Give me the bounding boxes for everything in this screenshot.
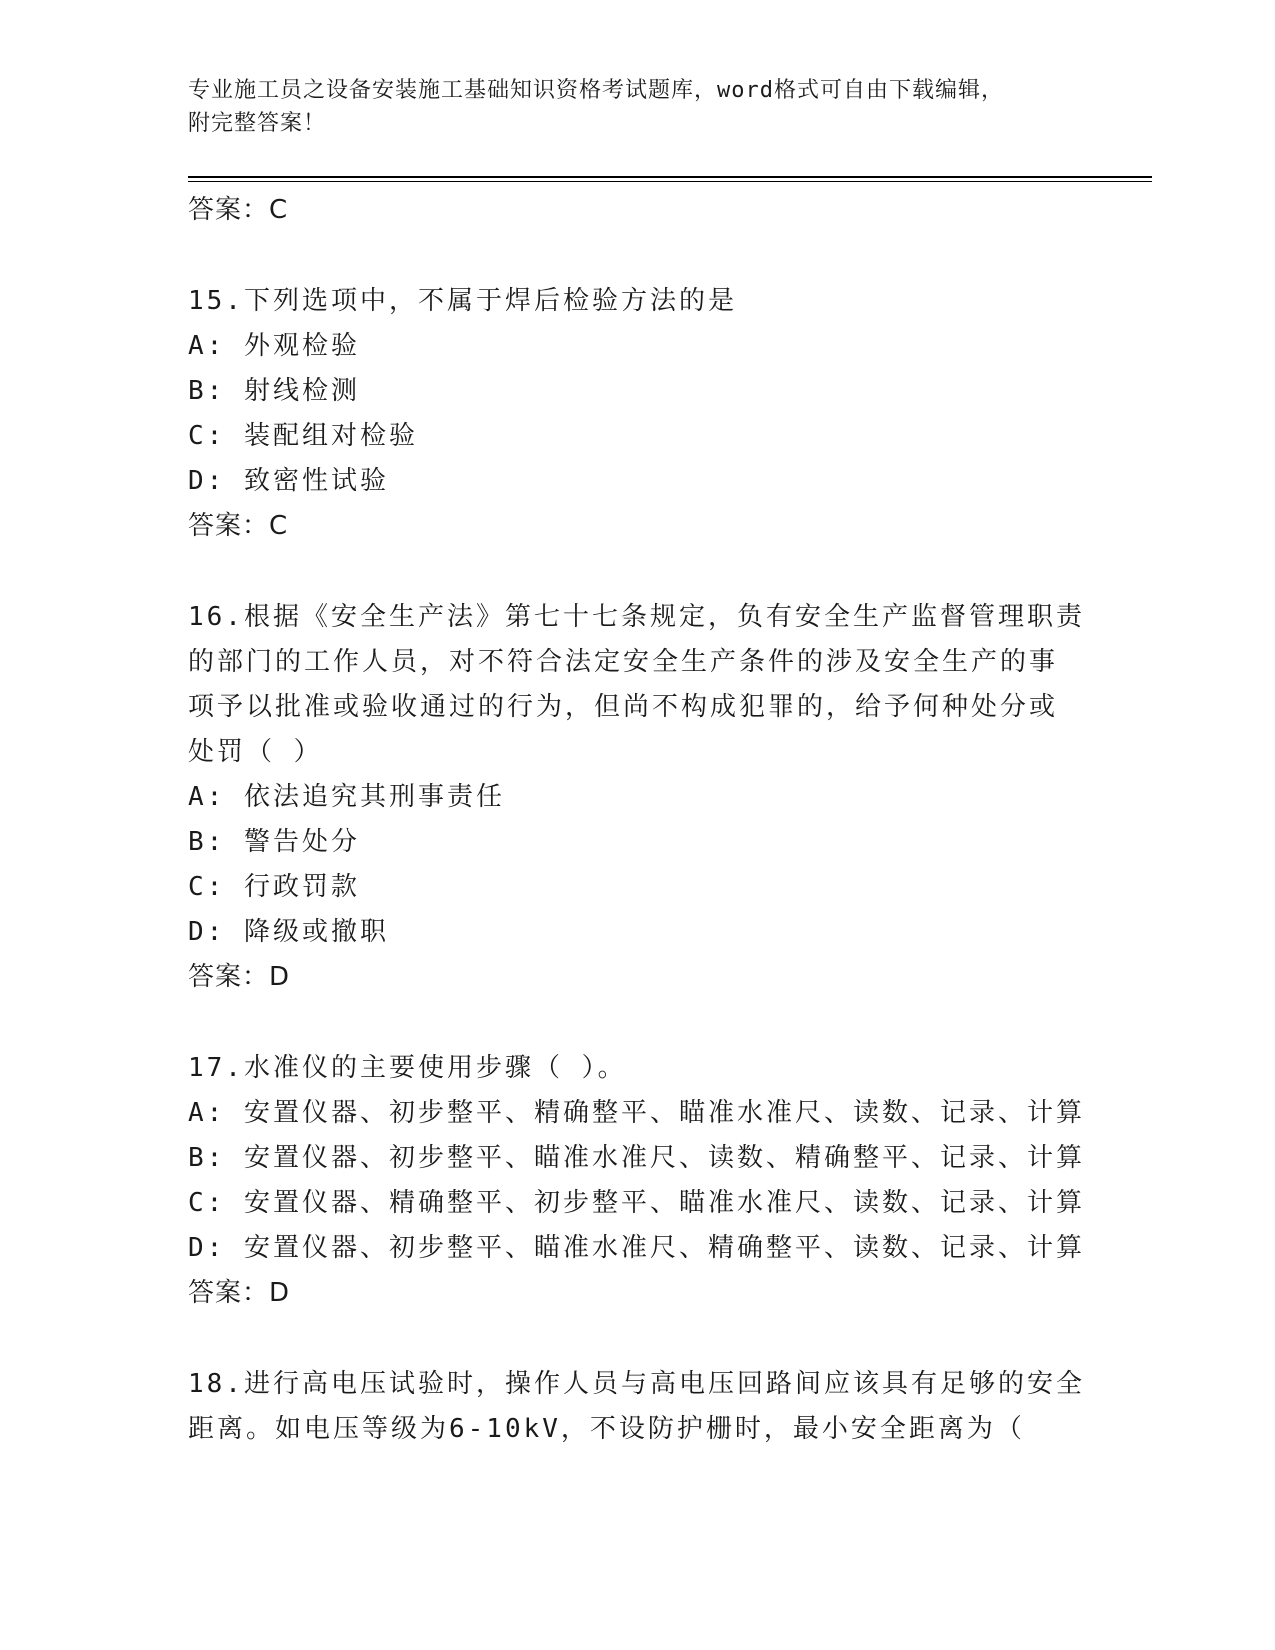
question-block-15 [188, 279, 1088, 549]
spacer [188, 233, 1088, 279]
question-text: 项予以批准或验收通过的行为，但尚不构成犯罪的，给予何种处分或 [188, 692, 1059, 722]
option-d: D: 安置仪器、初步整平、瞄准水准尺、精确整平、读数、记录、计算 [188, 1233, 1085, 1263]
question-list [188, 188, 1088, 1452]
question-text: 距离。如电压等级为6-10kV，不设防护栅时，最小安全距离为（ [188, 1414, 1025, 1444]
question-block-18 [188, 1362, 1088, 1452]
question-text: 15.下列选项中，不属于焊后检验方法的是 [188, 286, 737, 316]
option-a: A: 依法追究其刑事责任 [188, 782, 505, 812]
spacer [188, 1000, 1088, 1046]
question-text: 18.进行高电压试验时，操作人员与高电压回路间应该具有足够的安全 [188, 1369, 1085, 1399]
option-a: A: 安置仪器、初步整平、精确整平、瞄准水准尺、读数、记录、计算 [188, 1098, 1085, 1128]
answer-line: 答案：C [188, 195, 289, 225]
question-text: 16.根据《安全生产法》第七十七条规定，负有安全生产监督管理职责 [188, 602, 1085, 632]
answer-line: 答案：D [188, 962, 291, 992]
option-b: B: 警告处分 [188, 827, 360, 857]
question-block-16 [188, 595, 1088, 1000]
spacer [188, 549, 1088, 595]
question-text: 17.水准仪的主要使用步骤（ ）。 [188, 1053, 627, 1083]
option-b: B: 安置仪器、初步整平、瞄准水准尺、读数、精确整平、记录、计算 [188, 1143, 1085, 1173]
option-a: A: 外观检验 [188, 331, 360, 361]
document-header [188, 74, 1068, 140]
option-c: C: 安置仪器、精确整平、初步整平、瞄准水准尺、读数、记录、计算 [188, 1188, 1085, 1218]
option-b: B: 射线检测 [188, 376, 360, 406]
question-block-17 [188, 1046, 1088, 1316]
answer-line: 答案：D [188, 1278, 291, 1308]
question-text: 的部门的工作人员，对不符合法定安全生产条件的涉及安全生产的事 [188, 647, 1059, 677]
header-line-2: 附完整答案！ [188, 111, 327, 136]
spacer [188, 1316, 1088, 1362]
answer-line: 答案：C [188, 511, 289, 541]
option-d: D: 致密性试验 [188, 466, 389, 496]
question-text: 处罚（ ） [188, 737, 323, 767]
header-line-1: 专业施工员之设备安装施工基础知识资格考试题库，word格式可自由下载编辑， [188, 78, 1004, 103]
header-divider-thick [188, 176, 1152, 178]
option-c: C: 行政罚款 [188, 872, 360, 902]
header-divider-thin [188, 181, 1152, 182]
option-c: C: 装配组对检验 [188, 421, 418, 451]
option-d: D: 降级或撤职 [188, 917, 389, 947]
